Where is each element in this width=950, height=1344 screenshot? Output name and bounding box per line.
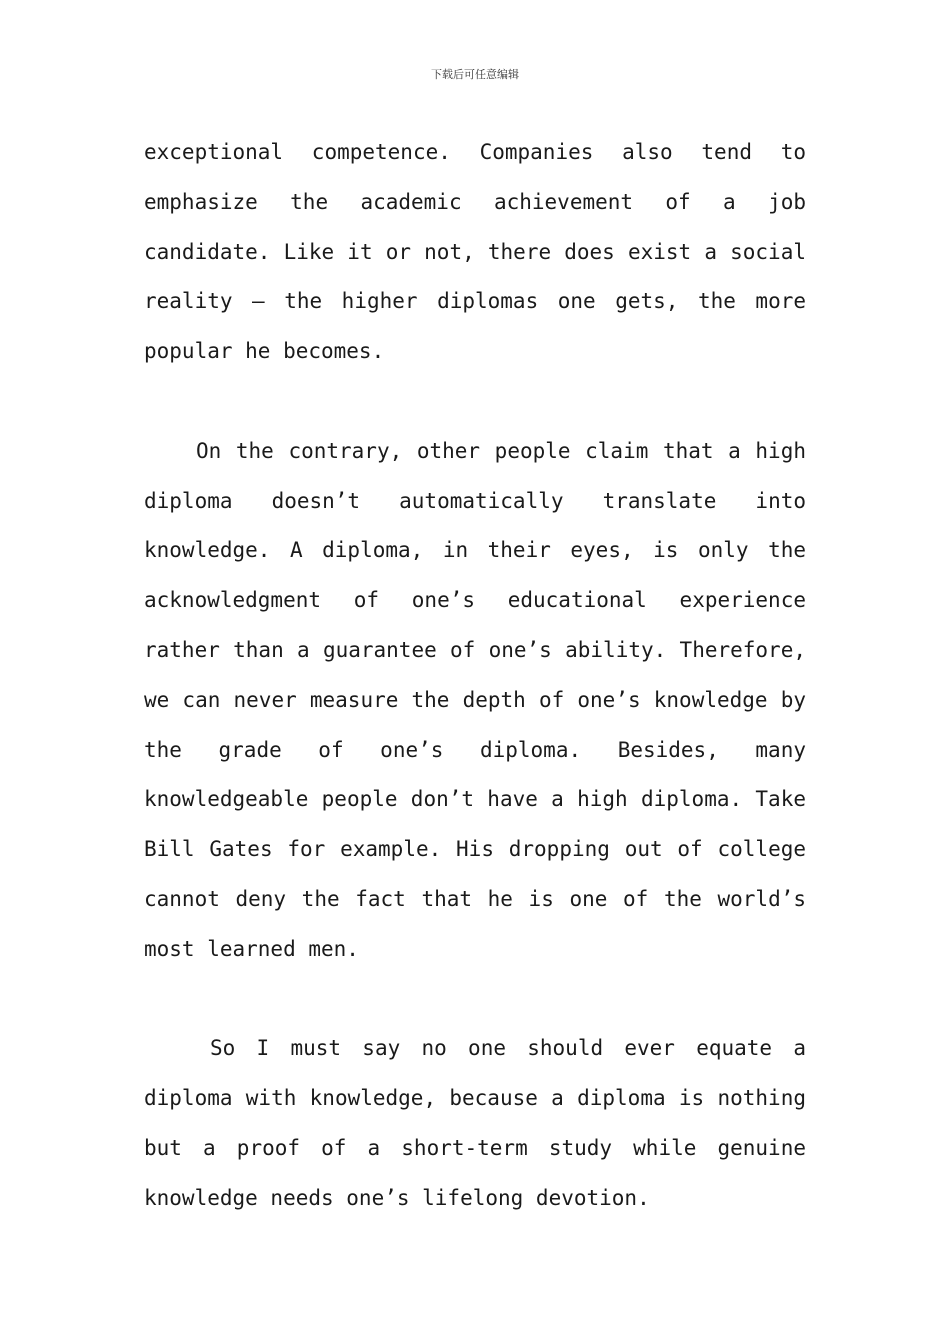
paragraph-2: On the contrary, other people claim that a high diploma doesn’t automatically translate into knowledge. A diploma, in their eyes, is only the acknowledgment of one’s educational experience rather than a guarantee of one’s ability. Therefore, we can never measure the depth of one’s knowledge by the grade of one’s diploma. Besides, many knowledgeable people don’t have a high diploma. Take Bill Gates for example. His dropping out of college cannot deny the fact that he is one of the world’s most learned men. <box>144 438 806 961</box>
paragraph-spacer <box>144 975 806 1025</box>
paragraph-1: exceptional competence. Companies also tend to emphasize the academic achievement of a job candidate. Like it or not, there does exist a social reality – the higher diplomas one gets, the more popular he becomes. <box>144 140 806 364</box>
document-body <box>144 128 806 1224</box>
page-header: 下载后可任意编辑 <box>431 68 519 81</box>
paragraph-3: So I must say no one should ever equate a diploma with knowledge, because a diploma is nothing but a proof of a short-term study while genuine knowledge needs one’s lifelong devotion. <box>144 1036 806 1210</box>
paragraph-spacer <box>144 377 806 427</box>
